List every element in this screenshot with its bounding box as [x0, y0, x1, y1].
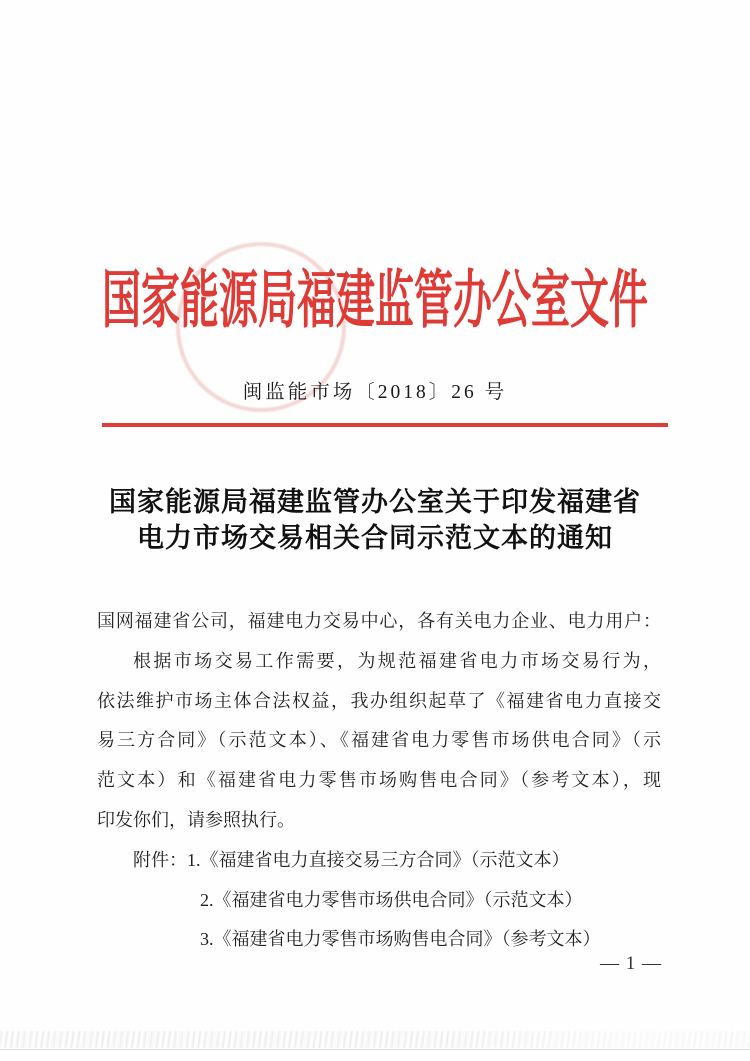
notice-title-line2: 电力市场交易相关合同示范文本的通知 [137, 523, 613, 553]
scanner-edge-line [0, 1049, 750, 1050]
scanner-noise-band [0, 1031, 750, 1048]
attachment-item-2: 2.《福建省电力零售市场供电合同》（示范文本） [200, 889, 583, 910]
document-body [97, 602, 661, 960]
letterhead-org-title: 国家能源局福建监管办公室文件 [101, 266, 648, 336]
document-number: 闽监能市场〔2018〕26 号 [242, 382, 508, 403]
attachment-item-1: 附件：1.《福建省电力直接交易三方合同》（示范文本） [133, 849, 570, 870]
attachment-item-3: 3.《福建省电力零售市场购售电合同》（参考文本） [200, 929, 601, 950]
paragraph-line-4: 范文本）和《福建省电力零售市场购售电合同》（参考文本），现 [97, 770, 661, 791]
salutation-line: 国网福建省公司，福建电力交易中心，各有关电力企业、电力用户： [97, 611, 661, 631]
notice-title-line1: 国家能源局福建监管办公室关于印发福建省 [109, 487, 641, 517]
red-divider-line [102, 423, 668, 427]
page-number: — 1 — [600, 953, 662, 974]
paragraph-line-1: 根据市场交易工作需要，为规范福建省电力市场交易行为， [133, 650, 661, 671]
paragraph-line-3: 易三方合同》（示范文本）、《福建省电力零售市场供电合同》（示 [97, 730, 661, 751]
paragraph-line-5: 印发你们，请参照执行。 [97, 809, 295, 830]
paragraph-line-2: 依法维护市场主体合法权益，我办组织起草了《福建省电力直接交 [97, 690, 661, 711]
notice-title [0, 484, 750, 556]
